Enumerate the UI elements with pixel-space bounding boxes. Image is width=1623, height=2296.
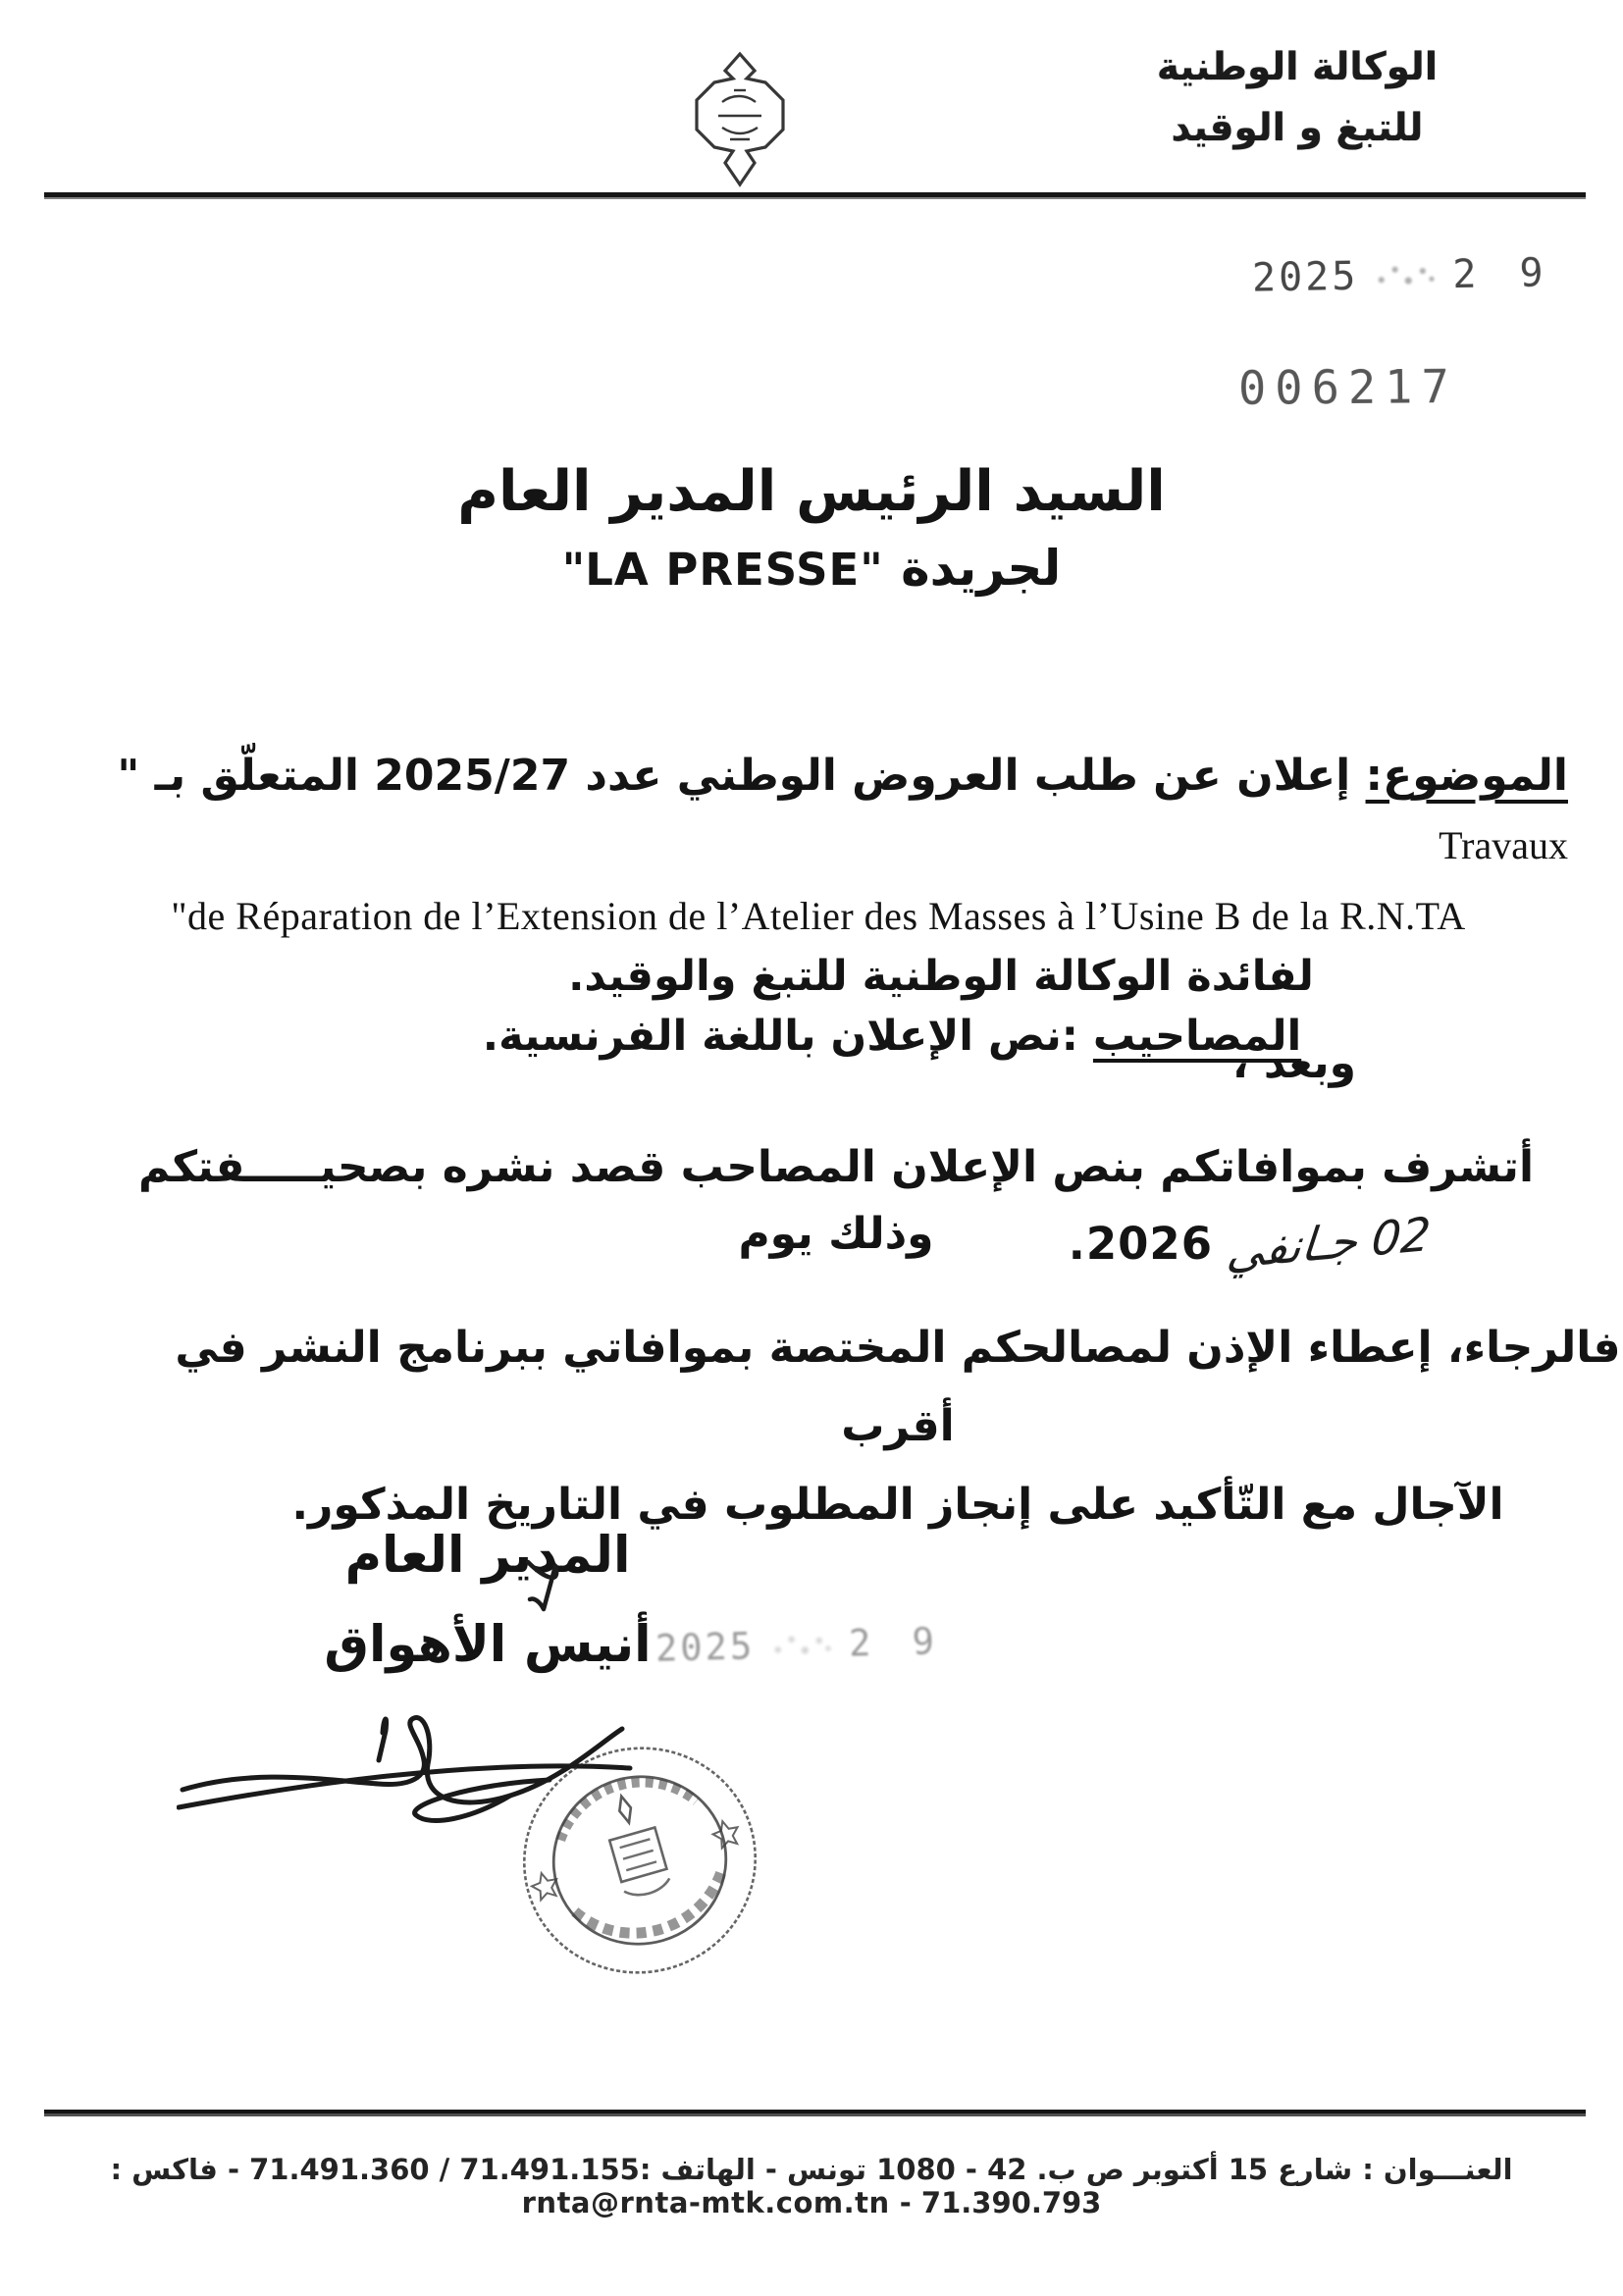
salutation: وبعد ، [1231, 1038, 1356, 1088]
recipient-line2-arabic: لجريدة [901, 540, 1062, 597]
recipient-heading [0, 459, 1623, 597]
enclosure-text: :نص الإعلان باللغة الفرنسية. [482, 1012, 1093, 1061]
org-name-line2: للتبغ و الوقيد [1171, 106, 1424, 150]
printed-year: 2026. [1068, 1218, 1214, 1270]
stamp-year: 2025 [1251, 253, 1359, 301]
footer-divider [44, 2110, 1586, 2113]
footer-contact-line: العنـــوان : شارع 15 أكتوبر ص ب. 42 - 1080 تونس - الهاتف :71.491.155 / 71.491.360 - فاكس : 71.390.793 - rnta@rnta-mtk.com.tn [110, 2153, 1513, 2219]
handwritten-date: 02 جـانفي [1225, 1207, 1434, 1280]
stamp2-smudge [770, 1629, 834, 1662]
subject-line1-french: Travaux [1439, 823, 1568, 867]
stamp-smudge [1374, 259, 1438, 291]
pen-check-mark [522, 1552, 593, 1615]
publication-date-line [1068, 1207, 1434, 1280]
body-paragraph-2 [173, 1309, 1623, 1544]
secondary-date-stamp [654, 1620, 944, 1670]
signature-block [267, 1527, 708, 1674]
subject-line3: لفائدة الوكالة الوطنية للتبغ والوقيد. [568, 952, 1314, 1001]
stamp2-day: 2 9 [848, 1620, 945, 1665]
intake-number-stamp: 006217 [1237, 360, 1459, 416]
subject-line2-french: "de Réparation de l’Extension de l’Atelier des Masses à l’Usine B de la R.N.TA [171, 894, 1466, 938]
signatory-name: أنيس الأهواق [324, 1616, 652, 1674]
enclosure-label: المصاحيب [1092, 1012, 1302, 1061]
subject-line1 [69, 742, 1568, 880]
org-name-line1: الوكالة الوطنية [1156, 45, 1439, 89]
recipient-line2 [0, 540, 1623, 597]
subject-label: الموضوع: [1365, 751, 1568, 801]
subject-block [69, 742, 1568, 1067]
subject-line1-text: إعلان عن طلب العروض الوطني عدد 2025/27 المتعلّق بـ " [117, 751, 1366, 801]
official-round-stamp [514, 1739, 765, 1982]
header-divider [44, 192, 1586, 197]
body-paragraph-2-line1: فالرجاء، إعطاء الإذن لمصالحكم المختصة بموافاتي ببرنامج النشر في أقرب [175, 1323, 1621, 1451]
body-paragraph-1: أتشرف بموافاتكم بنص الإعلان المصاحب قصد نشره بصحيـــــفتكم وذلك يوم [137, 1142, 1535, 1259]
stamp2-year: 2025 [654, 1625, 756, 1670]
rnta-emblem-logo-icon [685, 51, 795, 188]
stamp-day: 2 9 [1451, 250, 1553, 298]
recipient-line1: السيد الرئيس المدير العام [457, 459, 1166, 524]
org-name [1062, 37, 1533, 159]
body-paragraph-2-line2: الآجال مع التّأكيد على إنجاز المطلوب في التاريخ المذكور. [291, 1480, 1504, 1530]
recipient-newspaper-name: "LA PRESSE" [561, 544, 884, 596]
signatory-title: المدير العام [344, 1527, 631, 1585]
intake-date-stamp [1252, 250, 1553, 300]
